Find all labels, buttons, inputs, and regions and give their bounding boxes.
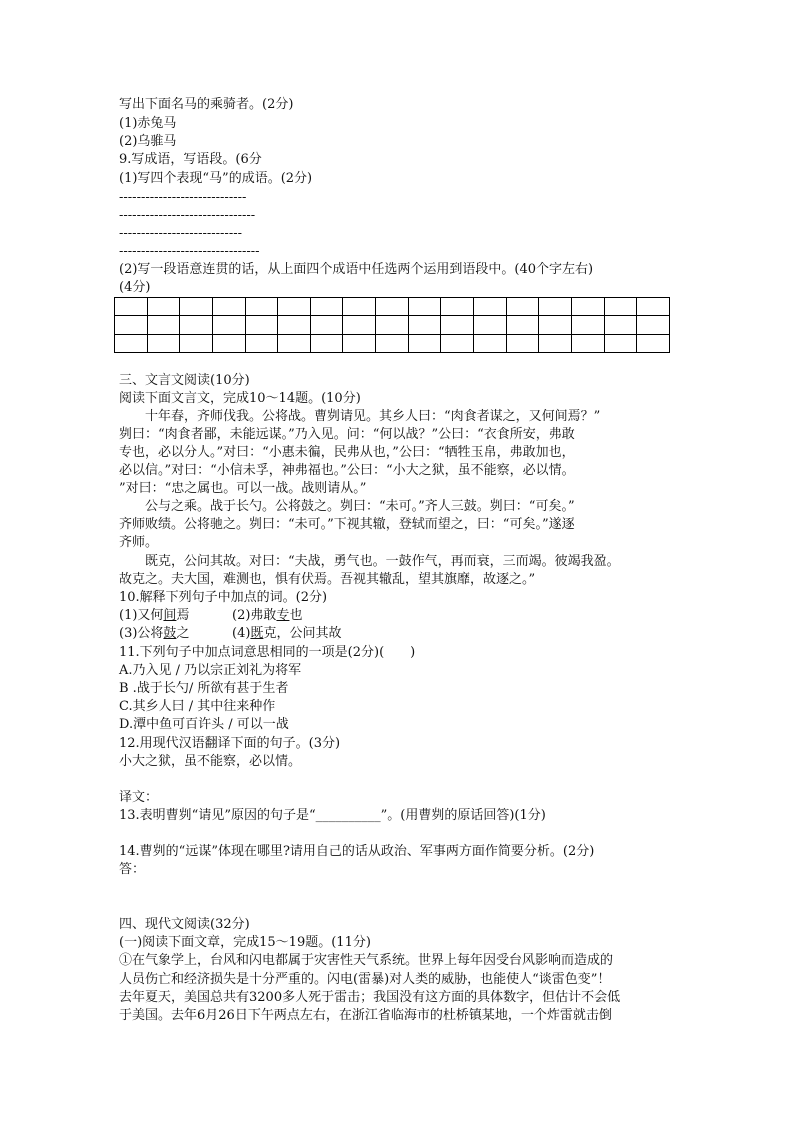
writing-grid-cell[interactable] (343, 316, 376, 334)
q14-answer-label: 答： (119, 862, 146, 877)
passage-line-7: 齐师败绩。公将驰之。刿曰：“未可。”下视其辙，登轼而望之，曰：“可矣。”遂逐 (119, 517, 575, 532)
writing-grid-cell[interactable] (571, 334, 604, 352)
answer-blank-line-1[interactable]: ----------------------------- (119, 190, 247, 205)
q8-item-2: (2)乌骓马 (119, 134, 177, 149)
writing-grid-cell[interactable] (180, 298, 213, 316)
q14-prompt: 14.曹刿的“远谋”体现在哪里?请用自己的话从政治、军事两方面作简要分析。(2分) (119, 844, 595, 859)
q10-item-2 (232, 607, 302, 624)
article-line-1: ①在气象学上，台风和闪电都属于灾害性天气系统。世界上每年因受台风影响而造成的 (119, 953, 614, 968)
writing-grid-cell[interactable] (245, 334, 278, 352)
writing-grid-cell[interactable] (474, 316, 507, 334)
writing-grid-cell[interactable] (571, 298, 604, 316)
q9-sub1: (1)写四个表现“马”的成语。(2分) (119, 171, 313, 186)
writing-grid-cell[interactable] (115, 316, 148, 334)
writing-grid-row (115, 316, 670, 334)
q12-prompt: 12.用现代汉语翻译下面的句子。(3分) (119, 736, 341, 751)
passage-line-6: 公与之乘。战于长勺。公将鼓之。刿曰：“未可。”齐人三鼓。刿曰：“可矣。” (119, 499, 575, 514)
writing-grid-cell[interactable] (506, 334, 539, 352)
writing-grid-cell[interactable] (115, 298, 148, 316)
writing-grid-cell[interactable] (474, 298, 507, 316)
writing-grid-cell[interactable] (506, 298, 539, 316)
q10-item-3-suffix: 之 (176, 626, 190, 641)
writing-grid-cell[interactable] (376, 316, 409, 334)
writing-grid-cell[interactable] (310, 334, 343, 352)
passage-line-3: 专也，必以分人。”对曰：“小惠未徧，民弗从也，”公曰：“牺牲玉帛，弗敢加也， (119, 445, 575, 460)
q8-item-1: (1)赤兔马 (119, 116, 177, 131)
writing-grid-cell[interactable] (571, 316, 604, 334)
writing-grid-cell[interactable] (408, 298, 441, 316)
answer-blank-line-4[interactable]: -------------------------------- (119, 244, 260, 259)
writing-grid-cell[interactable] (376, 298, 409, 316)
q10-item-3-key-word: 鼓 (163, 626, 177, 641)
writing-grid-cell[interactable] (441, 334, 474, 352)
writing-grid-cell[interactable] (147, 334, 180, 352)
section4-intro: (一)阅读下面文章，完成15～19题。(11分) (119, 935, 371, 950)
writing-grid-cell[interactable] (637, 316, 670, 334)
writing-grid-row (115, 298, 670, 316)
q10-item-1-prefix: (1)又何 (119, 608, 164, 623)
writing-grid-cell[interactable] (474, 334, 507, 352)
writing-grid-cell[interactable] (310, 298, 343, 316)
q10-item-4-suffix: 克，公问其故 (263, 626, 342, 641)
writing-grid-cell[interactable] (115, 334, 148, 352)
writing-grid-cell[interactable] (147, 298, 180, 316)
q10-item-2-prefix: (2)弗敢 (232, 608, 277, 623)
q8-prompt: 写出下面名马的乘骑者。(2分) (119, 97, 294, 112)
q10-item-1 (119, 607, 189, 624)
writing-grid-cell[interactable] (147, 316, 180, 334)
writing-grid-cell[interactable] (180, 334, 213, 352)
q11-option-b: B .战于长勺/ 所欲有甚于生者 (119, 681, 289, 696)
writing-grid-cell[interactable] (310, 316, 343, 334)
writing-grid-cell[interactable] (408, 316, 441, 334)
q10-item-3-prefix: (3)公将 (119, 626, 164, 641)
q11-option-d: D.潭中鱼可百许头 / 可以一战 (119, 717, 289, 732)
article-line-4: 于美国。去年6月26日下午两点左右，在浙江省临海市的杜桥镇某地，一个炸雷就击倒 (119, 1008, 612, 1023)
writing-grid-cell[interactable] (539, 316, 572, 334)
writing-grid-cell[interactable] (604, 316, 637, 334)
writing-grid-cell[interactable] (278, 316, 311, 334)
writing-grid-cell[interactable] (278, 298, 311, 316)
writing-grid-cell[interactable] (441, 298, 474, 316)
writing-grid-cell[interactable] (637, 334, 670, 352)
q11-prompt: 11.下列句子中加点词意思相同的一项是(2分)( ) (119, 645, 416, 660)
q9-sub2-line2: (4分) (119, 280, 151, 295)
writing-grid-cell[interactable] (343, 334, 376, 352)
writing-grid[interactable] (114, 297, 670, 353)
writing-grid-cell[interactable] (212, 334, 245, 352)
q10-item-2-key-word: 专 (276, 608, 290, 623)
section3-heading: 三、文言文阅读(10分) (119, 373, 250, 388)
passage-line-9: 既克，公问其故。对曰：“夫战，勇气也。一鼓作气，再而衰，三而竭。彼竭我盈。 (119, 554, 620, 569)
passage-line-4: 必以信。”对曰：“小信未孚，神弗福也。”公曰：“小大之狱，虽不能察，必以情。 (119, 463, 575, 478)
writing-grid-cell[interactable] (441, 316, 474, 334)
writing-grid-row (115, 334, 670, 352)
passage-line-10: 故克之。夫大国，难测也，惧有伏焉。吾视其辙乱，望其旗靡，故逐之。” (119, 572, 536, 587)
writing-grid-cell[interactable] (245, 298, 278, 316)
q12-sentence: 小大之狱，虽不能察，必以情。 (119, 754, 302, 769)
writing-grid-cell[interactable] (212, 298, 245, 316)
writing-grid-cell[interactable] (604, 334, 637, 352)
writing-grid-cell[interactable] (245, 316, 278, 334)
writing-grid-cell[interactable] (539, 298, 572, 316)
q10-item-1-key-word: 间 (163, 608, 177, 623)
writing-grid-cell[interactable] (506, 316, 539, 334)
answer-blank-line-3[interactable]: ---------------------------- (119, 226, 242, 241)
passage-line-8: 齐师。 (119, 535, 159, 550)
passage-line-2: 刿曰：“肉食者鄙，未能远谋。”乃入见。问：“何以战？”公曰：“衣食所安，弗敢 (119, 427, 575, 442)
q13-prompt: 13.表明曹刿“请见”原因的句子是“__________”。(用曹刿的原话回答)(1分) (119, 808, 546, 823)
q10-prompt: 10.解释下列句子中加点的词。(2分) (119, 590, 328, 605)
writing-grid-cell[interactable] (278, 334, 311, 352)
writing-grid-cell[interactable] (637, 298, 670, 316)
q10-item-4 (232, 625, 341, 642)
q12-answer-label: 译文： (119, 790, 159, 805)
q11-option-a: A.乃入见 / 乃以宗正刘礼为将军 (119, 663, 302, 678)
q10-item-4-prefix: (4) (232, 626, 251, 641)
writing-grid-cell[interactable] (539, 334, 572, 352)
q9-sub2-line1: (2)写一段语意连贯的话，从上面四个成语中任选两个运用到语段中。(40个字左右) (119, 262, 594, 277)
writing-grid-cell[interactable] (376, 334, 409, 352)
writing-grid-cell[interactable] (343, 298, 376, 316)
article-line-2: 人员伤亡和经济损失是十分严重的。闪电(雷暴)对人类的威胁，也能使人“谈雷色变”！ (119, 972, 611, 987)
section3-intro: 阅读下面文言文，完成10～14题。(10分) (119, 391, 361, 406)
answer-blank-line-2[interactable]: ------------------------------- (119, 208, 256, 223)
q11-option-c: C.其乡人曰 / 其中往来种作 (119, 699, 276, 714)
passage-line-5: ”对曰：“忠之属也。可以一战。战则请从。” (119, 481, 367, 496)
writing-grid-cell[interactable] (212, 316, 245, 334)
q10-item-2-suffix: 也 (289, 608, 303, 623)
passage-line-1: 十年春，齐师伐我。公将战。曹刿请见。其乡人曰：“肉食者谋之，又何间焉？” (119, 409, 601, 424)
q10-item-4-key-word: 既 (250, 626, 264, 641)
section4-heading: 四、现代文阅读(32分) (119, 917, 250, 932)
q10-item-1-suffix: 焉 (176, 608, 190, 623)
writing-grid-cell[interactable] (180, 316, 213, 334)
article-line-3: 去年夏天，美国总共有3200多人死于雷击；我国没有这方面的具体数字，但估计不会低 (119, 990, 621, 1005)
q10-item-3 (119, 625, 189, 642)
writing-grid-cell[interactable] (604, 298, 637, 316)
q9-prompt: 9.写成语，写语段。(6分 (119, 152, 262, 167)
writing-grid-cell[interactable] (408, 334, 441, 352)
